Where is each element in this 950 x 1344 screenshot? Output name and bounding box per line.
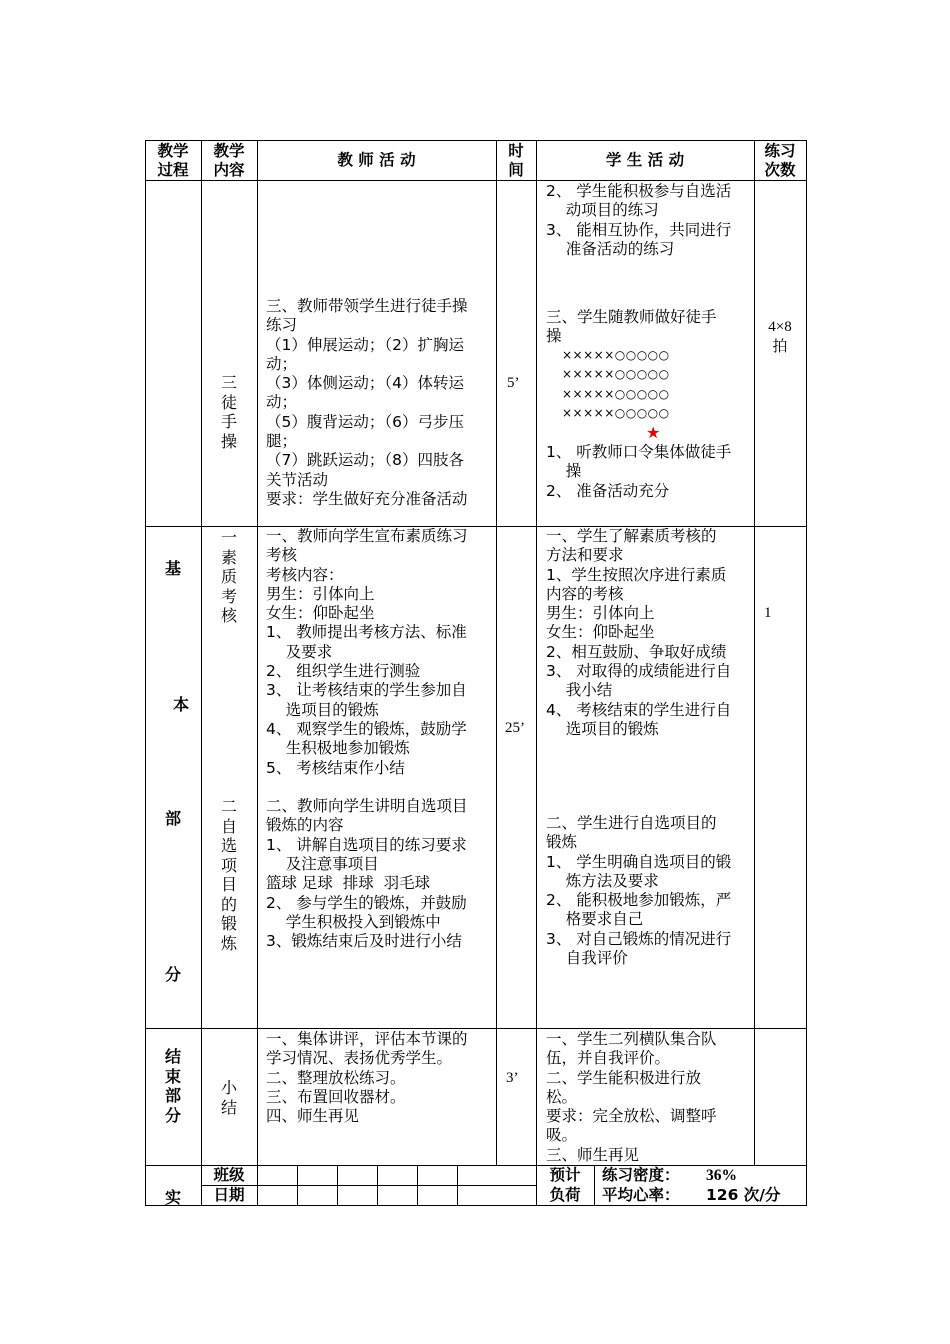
student-activity-line: 三、师生再见 [546,1145,640,1164]
student-activity-line: 一、学生了解素质考核的 [546,527,717,545]
formation-diagram [562,346,670,423]
content-elective-exercise: 二自选项目的锻炼 [220,797,237,953]
student-activity-line: 女生：仰卧起坐 [546,623,655,642]
student-activity-line: 三、学生随教师做好徒手 [546,308,717,326]
footer-load-label-2: 负荷 [549,1186,581,1204]
student-activity-line: 锻炼 [546,833,578,852]
teacher-activity-line: 男生：引体向上 [266,584,375,603]
content-fitness-test: 一素质考核 [220,528,237,625]
footer-load-label-1: 预计 [549,1166,581,1184]
reps-1 [754,318,806,356]
student-activity-line: 二、学生能积极进行放 [546,1068,702,1087]
header-student: 学 生 活 动 [605,151,685,169]
process-fen: 分 [164,965,181,984]
time-2: 25’ [505,720,525,736]
header-content: 教学内容 [213,142,245,179]
teacher-activity-2 [266,527,468,952]
teacher-activity-line: 女生：仰卧起坐 [266,604,375,623]
footer-date-label: 日期 [213,1186,245,1204]
reps-1-line2: 拍 [772,337,788,355]
footer-density-value: 36% [706,1167,737,1184]
process-ending [163,1047,183,1125]
student-activity-line: 准备活动的练习 [546,239,675,258]
student-activity-line: 吸。 [546,1126,578,1145]
formation-row: ×××××○○○○○ [562,386,670,401]
reps-1-line1: 4×8 [768,319,792,335]
teacher-activity-line: 一、教师向学生宣布素质练习 [266,527,468,545]
student-activity-line: 1、 听教师口令集体做徒手 [546,443,732,461]
teacher-activity-line: 2、 参与学生的锻炼，并鼓励 [266,893,467,912]
process-ben: 本 [172,695,189,714]
student-activity-line: 2、 准备活动充分 [546,481,670,500]
teacher-activity-line: 要求：学生做好充分准备活动 [266,489,468,508]
student-activity-1-top [546,182,731,259]
process-ending-char-4: 分 [164,1105,181,1125]
time-1: 5’ [507,375,520,391]
teacher-activity-line: 关节活动 [266,470,329,489]
teacher-activity-line: （5）腹背运动；（6）弓步压 [266,412,464,431]
teacher-activity-line: 考核内容： [266,565,344,584]
teacher-activity-line: 1、 教师提出考核方法、标准 [266,623,467,642]
footer-density-label: 练习密度： [602,1166,680,1184]
footer-shi: 实 [164,1188,181,1207]
student-activity-line: 松。 [546,1087,578,1106]
teacher-activity-line: （3）体侧运动；（4）体转运 [266,374,464,393]
teacher-activity-line: 锻炼的内容 [266,816,344,835]
formation-row: ×××××○○○○○ [562,367,670,382]
teacher-activity-3 [266,1030,468,1126]
student-activity-line: 1、 学生明确自选项目的锻 [546,852,732,871]
student-activity-1-mid [546,308,717,347]
student-activity-line: 操 [546,327,562,346]
student-activity-line: 操 [546,462,582,481]
teacher-activity-line: 3、 让考核结束的学生参加自 [266,681,467,700]
student-activity-line: 2、 能积极地参加锻炼，严 [546,891,732,910]
student-activity-line: 要求：完全放松、调整呼 [546,1107,717,1126]
teacher-activity-line: 2、 组织学生进行测验 [266,662,421,681]
student-activity-line: 动项目的练习 [546,201,659,220]
teacher-activity-line: 练习 [266,316,298,335]
student-activity-line: 方法和要求 [546,546,624,565]
teacher-activity-line: 三、布置回收器材。 [266,1087,406,1106]
content-freehand-exercise: 三徒手操 [220,373,237,451]
header-reps: 练习次数 [764,142,796,179]
teacher-position-star-icon: ★ [646,423,661,442]
teacher-activity-line [266,778,468,797]
formation-row: ×××××○○○○○ [562,405,670,420]
teacher-activity-line: 三、教师带领学生进行徒手操 [266,297,468,315]
teacher-activity-line: 及注意事项目 [266,855,379,874]
student-activity-1-bottom [546,443,731,501]
teacher-activity-line: 动； [266,354,298,373]
student-activity-line: 我小结 [546,681,613,700]
content-summary: 小结 [220,1078,237,1117]
student-activity-line: 伍，并自我评价。 [546,1049,671,1068]
teacher-activity-line: 篮球 足球 排球 羽毛球 [266,874,431,893]
teacher-activity-line: （1）伸展运动；（2）扩胸运 [266,335,464,354]
process-ending-char-1: 结 [164,1047,181,1066]
footer-class-label: 班级 [213,1166,245,1184]
time-3: 3’ [506,1070,519,1086]
teacher-activity-1 [266,297,468,509]
student-activity-line: 一、学生二列横队集合队 [546,1030,717,1048]
teacher-activity-line: 四、师生再见 [266,1107,360,1126]
teacher-activity-line: 1、 讲解自选项目的练习要求 [266,835,467,854]
student-activity-2b [546,814,731,968]
teacher-activity-line: （7）跳跃运动；（8）四肢各 [266,451,464,470]
student-activity-3 [546,1030,717,1165]
teacher-activity-line: 考核 [266,546,298,565]
teacher-activity-line: 及要求 [266,642,333,661]
footer-heartrate-label: 平均心率： [602,1186,680,1204]
teacher-activity-line: 4、 观察学生的锻炼，鼓励学 [266,719,467,738]
process-bu: 部 [164,809,181,828]
header-time: 时间 [508,142,524,179]
header-teacher: 教 师 活 动 [337,151,416,169]
teacher-activity-line: 选项目的锻炼 [266,700,379,719]
teacher-activity-line: 学习情况、表扬优秀学生。 [266,1049,453,1068]
teacher-activity-line: 动； [266,393,298,412]
teacher-activity-line: 学生积极投入到锻炼中 [266,912,441,931]
formation-row: ×××××○○○○○ [562,348,670,362]
student-activity-line: 2、相互鼓励、争取好成绩 [546,642,727,661]
student-activity-line: 3、 能相互协作，共同进行 [546,220,732,239]
student-activity-line: 炼方法及要求 [546,871,659,890]
teacher-activity-line: 一、集体讲评，评估本节课的 [266,1030,468,1048]
student-activity-line: 格要求自己 [546,910,644,929]
teacher-activity-line: 5、 考核结束作小结 [266,758,405,777]
process-ji: 基 [164,559,181,578]
student-activity-line: 选项目的锻炼 [546,719,659,738]
student-activity-line: 二、学生进行自选项目的 [546,814,717,832]
process-ending-char-2: 束 [164,1066,181,1086]
teacher-activity-line: 二、整理放松练习。 [266,1068,406,1087]
student-activity-line: 男生：引体向上 [546,604,655,623]
reps-2: 1 [764,605,772,621]
student-activity-2a [546,527,731,739]
student-activity-line: 4、 考核结束的学生进行自 [546,700,732,719]
student-activity-line: 内容的考核 [546,584,624,603]
teacher-activity-line: 生积极地参加锻炼 [266,739,410,758]
teacher-activity-line: 3、锻炼结束后及时进行小结 [266,932,462,951]
header-process: 教学过程 [157,142,189,179]
student-activity-line: 1、学生按照次序进行素质 [546,565,727,584]
student-activity-line: 3、 对自己锻炼的情况进行 [546,929,732,948]
student-activity-line: 自我评价 [546,949,628,968]
teacher-activity-line: 腿； [266,432,298,451]
student-activity-line: 3、 对取得的成绩能进行自 [546,662,732,681]
teacher-activity-line: 二、教师向学生讲明自选项目 [266,797,468,816]
footer-heartrate-value: 126 次/分 [706,1186,781,1204]
process-ending-char-3: 部 [164,1086,181,1105]
student-activity-line: 2、 学生能积极参与自选活 [546,182,732,200]
